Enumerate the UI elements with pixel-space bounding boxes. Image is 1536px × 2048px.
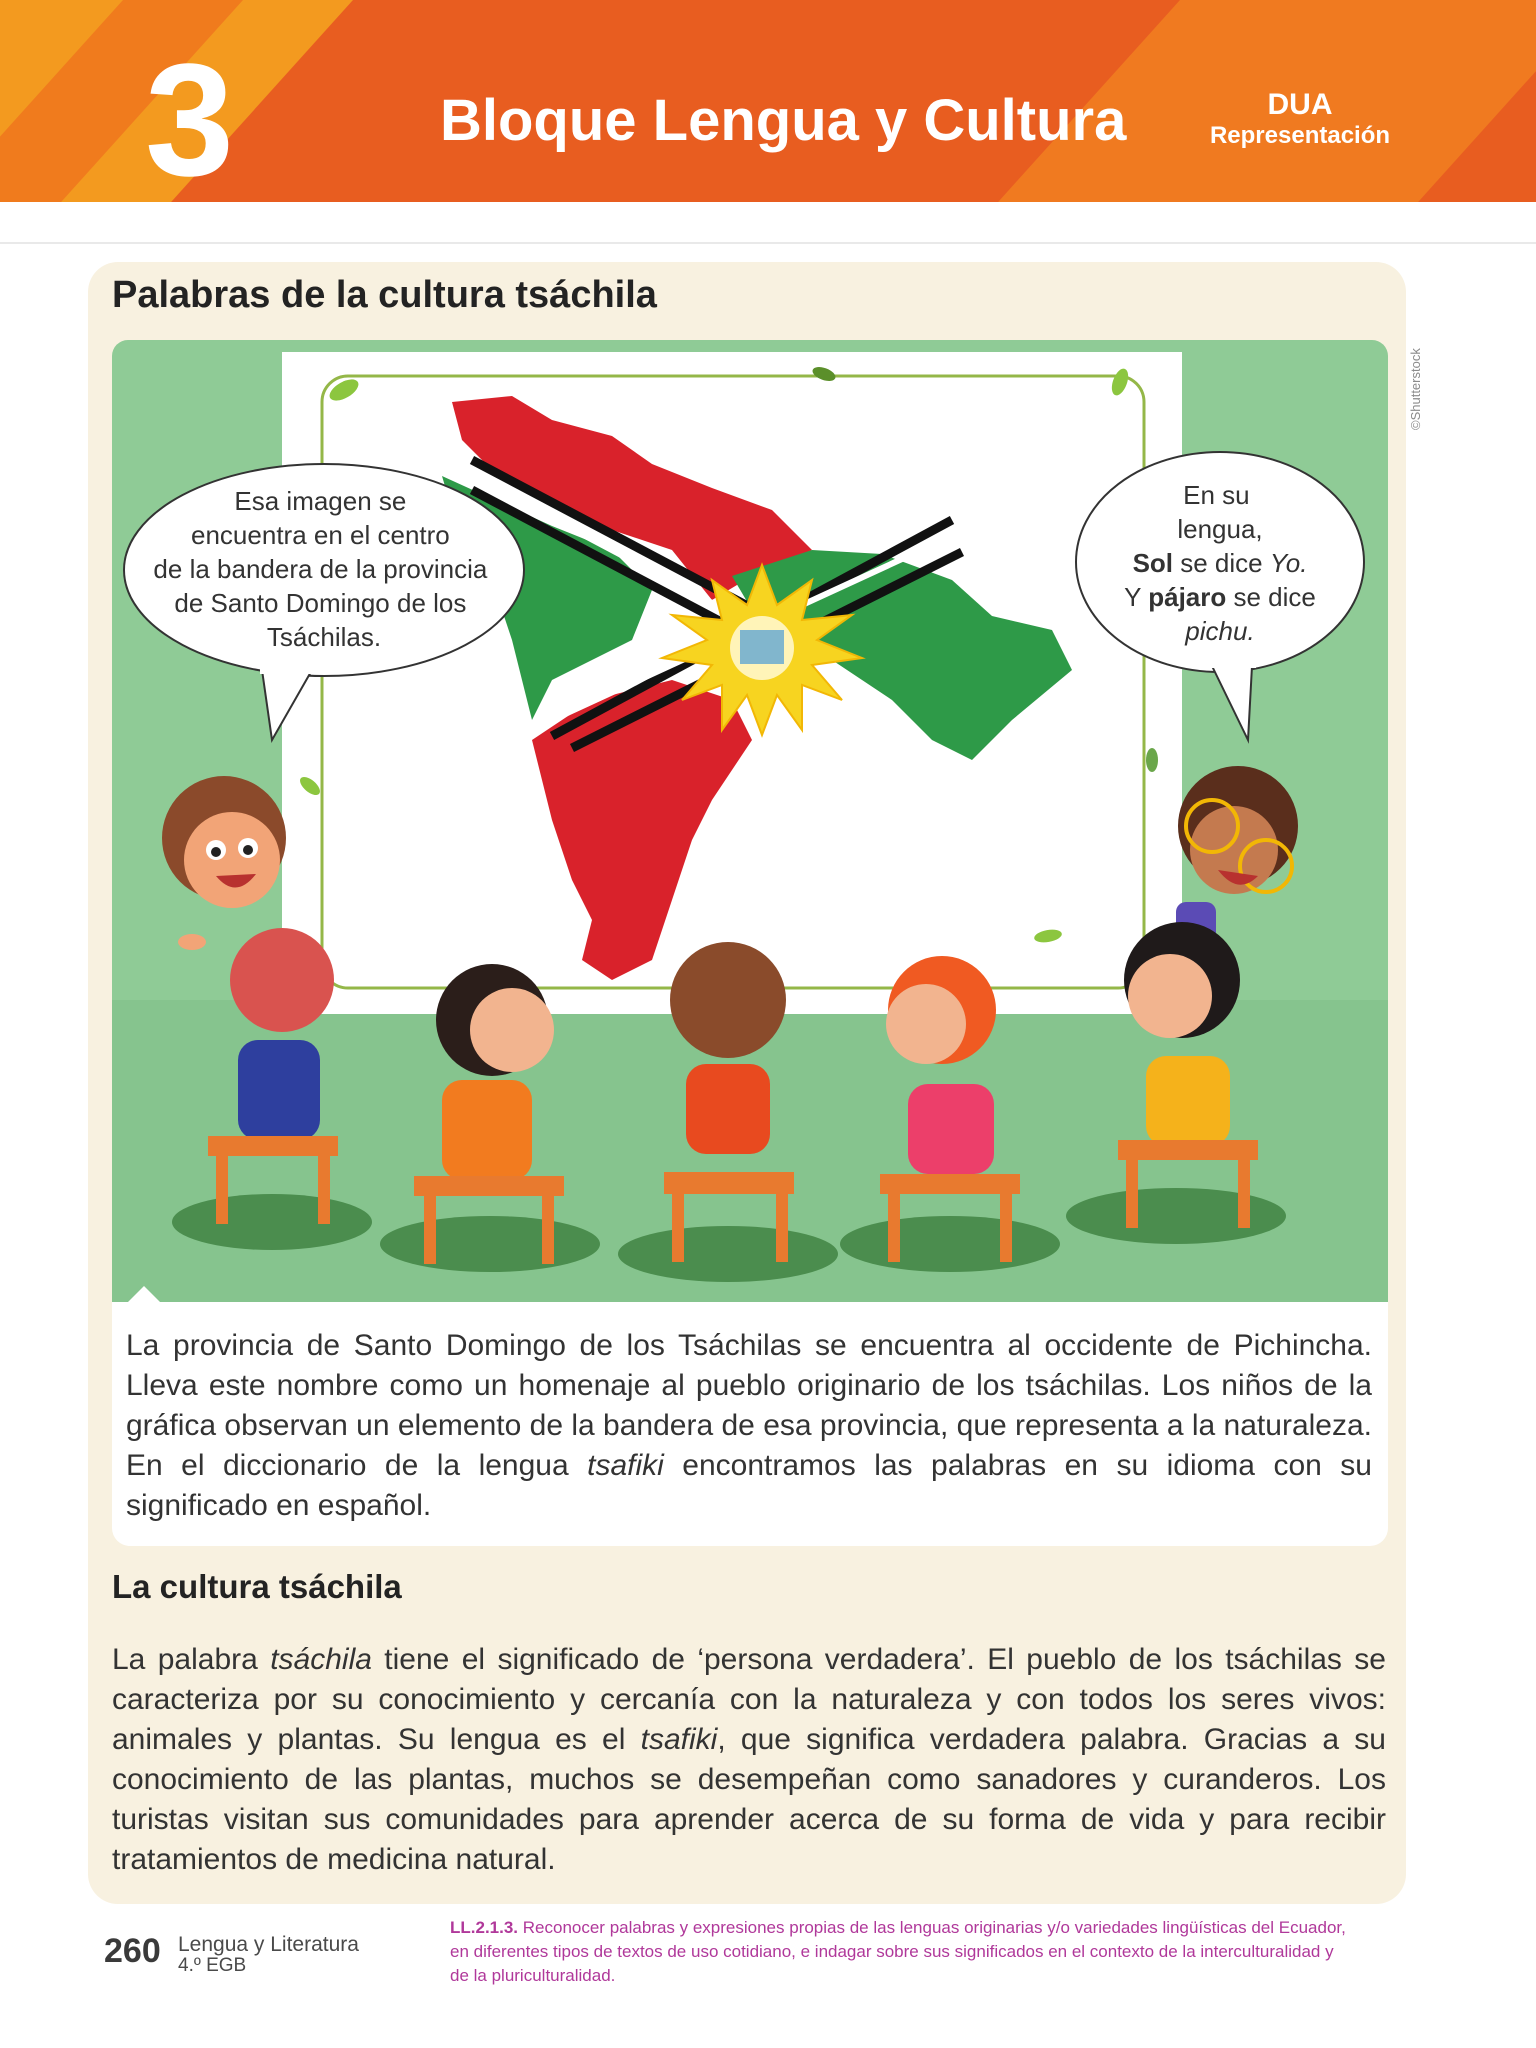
tsachila-term: tsáchila <box>270 1643 372 1676</box>
culture-paragraph: La palabra tsáchila tiene el significado de ‘persona verdadera’. El pueblo de los tsáchilas se caracteriza por su conocimiento y cercanía con la naturaleza y con todos los seres vivos: animales y plantas. Su lengua es el tsafiki, que significa verdadera palabra. Gracias a su conocimiento de las plantas, muchos se desempeñan como sanadores y curanderos. Los turistas visitan sus comunidades para aprender acerca de su forma de vida y para recibir tratamientos de medicina natural. <box>112 1643 1386 1876</box>
section-title: Palabras de la cultura tsáchila <box>112 274 657 316</box>
bubble-left-line: de Santo Domingo de los <box>174 588 467 618</box>
unit-header <box>0 0 1536 202</box>
subject-name: Lengua y Literatura <box>178 1933 359 1956</box>
text-box-notch <box>128 1286 160 1302</box>
bubble-right-line: lengua, <box>1177 514 1263 544</box>
image-credit: ©Shutterstock <box>1408 348 1423 430</box>
bubble-right-line: Y pájaro se dice <box>1124 582 1316 612</box>
block-title: Bloque Lengua y Cultura <box>440 88 1127 153</box>
tsafiki-term: tsafiki <box>587 1449 664 1482</box>
leaf-icon <box>1146 748 1158 772</box>
tsafiki-term: tsafiki <box>640 1723 718 1756</box>
dua-label: DUA <box>1267 88 1333 121</box>
header-divider <box>0 242 1536 244</box>
bubble-left-line: de la bandera de la provincia <box>153 554 488 584</box>
skill-criterion: LL.2.1.3. Reconocer palabras y expresiones propias de las lenguas originarias y/o variedades lingüísticas del Ecuador, en diferentes tipos de textos de uso cotidiano, e indagar sobre sus significados en el contexto de la interculturalidad y de la pluriculturalidad. <box>450 1918 1346 1985</box>
bubble-left-line: Esa imagen se <box>234 486 407 516</box>
skill-code: LL.2.1.3. <box>450 1918 519 1937</box>
classroom-illustration <box>112 340 1388 1302</box>
page-number: 260 <box>104 1932 161 1970</box>
grade-level: 4.º EGB <box>178 1955 247 1976</box>
intro-paragraph: La provincia de Santo Domingo de los Tsáchilas se encuentra al occidente de Pichincha. Lleva este nombre como un homenaje al pueblo originario de los tsáchilas. Los niños de la gráfica observan un elemento de la bandera de esa provincia, que representa a la naturaleza. En el diccionario de la lengua tsafiki encontramos las palabras en su idioma con su significado en español. <box>126 1329 1372 1522</box>
bubble-right-line: En su <box>1183 480 1250 510</box>
bubble-right-line: pichu. <box>1185 616 1255 646</box>
bubble-left-line: encuentra en el centro <box>191 520 450 550</box>
bubble-right-line: Sol se dice Yo. <box>1132 548 1308 578</box>
unit-number: 3 <box>145 30 234 202</box>
bubble-left-line: Tsáchilas. <box>266 622 382 652</box>
culture-subtitle: La cultura tsáchila <box>112 1568 402 1605</box>
dua-sublabel: Representación <box>1209 122 1391 149</box>
